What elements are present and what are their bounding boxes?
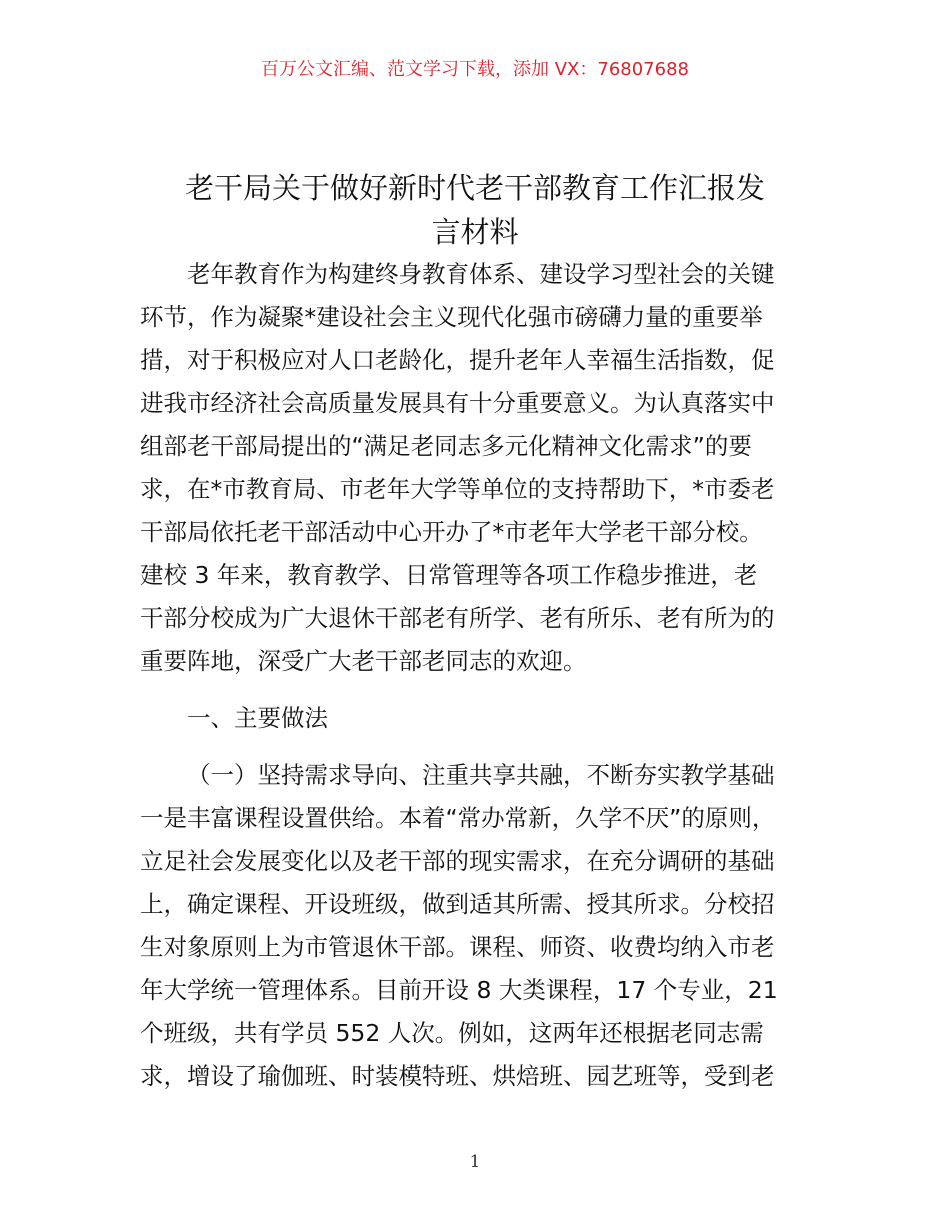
page-number: 1 xyxy=(469,1152,481,1172)
body-line: 重要阵地，深受广大老干部老同志的欢迎。 xyxy=(140,647,587,675)
header-banner: 百万公文汇编、范文学习下载，添加 VX：76807688 xyxy=(261,59,689,80)
body-line: 年大学统一管理体系。目前开设 8 大类课程，17 个专业，21 xyxy=(140,976,778,1004)
body-line: 进我市经济社会高质量发展具有十分重要意义。为认真落实中 xyxy=(140,389,775,417)
body-line: 一是丰富课程设置供给。本着“常办常新，久学不厌”的原则， xyxy=(140,804,776,832)
body-line: 建校 3 年来，教育教学、日常管理等各项工作稳步推进，老 xyxy=(140,561,758,589)
body-line: 组部老干部局提出的“满足老同志多元化精神文化需求”的要 xyxy=(140,432,752,460)
title-line-2: 言材料 xyxy=(431,215,519,249)
body-line: 一、主要做法 xyxy=(187,704,328,732)
body-line: 求，增设了瑜伽班、时装模特班、烘焙班、园艺班等，受到老 xyxy=(140,1062,775,1090)
body-line: 生对象原则上为市管退休干部。课程、师资、收费均纳入市老 xyxy=(140,933,775,961)
body-line: 干部分校成为广大退休干部老有所学、老有所乐、老有所为的 xyxy=(140,604,775,632)
body-line: 干部局依托老干部活动中心开办了*市老年大学老干部分校。 xyxy=(140,518,763,546)
document-title xyxy=(140,166,810,254)
body-line: （一）坚持需求导向、注重共享共融，不断夯实教学基础 xyxy=(187,761,775,789)
body-line: 环节，作为凝聚*建设社会主义现代化强市磅礴力量的重要举 xyxy=(140,303,763,331)
body-line: 求，在*市教育局、市老年大学等单位的支持帮助下，*市委老 xyxy=(140,475,775,503)
body-line: 立足社会发展变化以及老干部的现实需求，在充分调研的基础 xyxy=(140,847,775,875)
body-line: 上，确定课程、开设班级，做到适其所需、授其所求。分校招 xyxy=(140,890,775,918)
title-line-1: 老干局关于做好新时代老干部教育工作汇报发 xyxy=(184,171,765,205)
body-line: 个班级，共有学员 552 人次。例如，这两年还根据老同志需 xyxy=(140,1019,764,1047)
body-line: 老年教育作为构建终身教育体系、建设学习型社会的关键 xyxy=(187,260,775,288)
body-line: 措，对于积极应对人口老龄化，提升老年人幸福生活指数，促 xyxy=(140,346,775,374)
